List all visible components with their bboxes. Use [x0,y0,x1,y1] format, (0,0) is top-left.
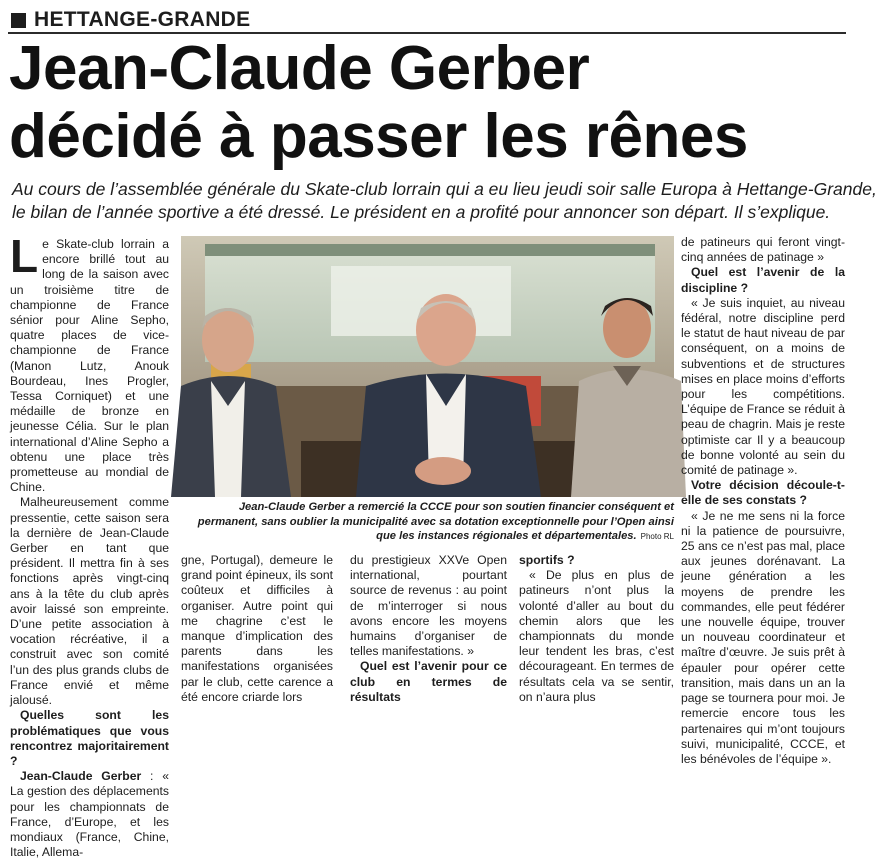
answer-1: : « La gestion des déplacements pour les championnats de France, d’Europe, et les mondiaux (France, Chine, Italie, Allema- [10,769,169,860]
article-column-4 [519,553,674,705]
article-column-3 [350,553,507,705]
photo-credit: Photo RL [640,532,674,541]
headline-line-2: décidé à passer les rênes [9,102,748,171]
question-2: Quel est l’avenir pour ce club en termes de résultats [350,659,507,704]
article-column-2 [181,553,333,705]
speaker-name: Jean-Claude Gerber [20,769,142,784]
article-column-5 [681,235,845,767]
answer-1-continued: gne, Portugal), demeure le grand point épineux, ils sont coûteux et difficiles à organiser. Autre point qui me chagrine c’est le manque d’implication des parents dans les manifestations organisées par le club, cette carence a été encore criarde lors [181,553,333,704]
rubric-title: HETTANGE-GRANDE [34,8,251,31]
photo-caption [186,500,674,545]
article-column-1 [10,230,169,860]
question-2-end: sportifs ? [519,553,575,567]
answer-4: « Je ne me sens ni la force ni la patience de poursuivre, 25 ans ce n’est pas mal, place aux jeunes dorénavant. La jeune génération a les moyens de prendre les commandes, elle peut fédérer une nouvelle équipe, trouver un nouveau coordinateur et maître d’œuvre. Je suis prêt à épauler pour opérer cette transition, mais dans un an la page se tournera pour moi. Je remercie encore tous les partenaires qui m’ont toujours suivi, municipalité, CCCE, et les bénévoles de l’équipe ». [681,508,845,766]
answer-2: « De plus en plus de patineurs n’ont plus la volonté d’aller au bout du chemin alors que les championnats du monde leur tendent les bras, c’est décourageant. En termes de résultats cela va se sentir, on n’aura plus [519,568,674,704]
answer-1-end: du prestigieux XXVe Open international, pourtant source de revenus : au point de m’interroger si nous avons encore les moyens humains d’organiser de telles manifestations. » [350,553,507,659]
question-1: Quelles sont les problématiques que vous rencontrez majoritairement ? [10,708,169,768]
rubric-square-icon [11,13,26,28]
paragraph-intro: e Skate-club lorrain a encore brillé tout au long de la saison avec un troisième titre de championne de France sénior pour Aline Sepho, quatre places de vice-championne de France (Manon Lutz, Anouk Bourdeau, Ines Progler, Tessa Corniquet) et une médaille de bronze en jeunesse Célia. Sur le plan international d’Aline Sepho a obtenu une place très prometteuse au mondial de Chine. [10,237,169,495]
caption-text: Jean-Claude Gerber a remercié la CCCE pour son soutien financier conséquent et permanent, sans oublier la municipalité avec sa dotation exceptionnelle pour l’Open ainsi que les instances régionales et départementales. [197,501,674,542]
standfirst-line-1: Au cours de l’assemblée générale du Skate-club lorrain qui a eu lieu jeudi soir salle Europa à Hettange-Grande, [12,179,877,199]
standfirst-line-2: le bilan de l’année sportive a été dressé. Le président en a profité pour annoncer son départ. Il s’explique. [12,202,831,222]
question-4: Votre décision découle-t-elle de ses constats ? [681,478,845,508]
answer-3: « Je suis inquiet, au niveau fédéral, notre discipline perd le statut de haut niveau de par conséquent, on a moins de subventions et de structures mises en place moins d’efforts pour les compétitions. L’équipe de France se réduit à peau de chagrin. Mais je reste optimiste car Il y a beaucoup de bonne volonté au sein du comité de patinage ». [681,295,845,478]
headline-line-1: Jean-Claude Gerber [9,34,590,103]
section-rubric [8,6,846,34]
drop-cap: L [10,230,39,282]
question-3: Quel est l’avenir de la discipline ? [681,265,845,295]
photo-illustration [181,236,674,497]
paragraph-2: Malheureusement comme pressentie, cette saison sera la dernière de Jean-Claude Gerber en tant que président. Il mettra fin à ses fonctions après vingt-cinq ans à la tête du club après avoir laissé son empreinte. D’une petite association à vocation récréative, il a construit avec son comité l’un des plus grands clubs de France envié et même jalousé. [10,495,169,708]
answer-2-end: de patineurs qui feront vingt-cinq années de patinage » [681,235,845,265]
article-photo [181,236,674,497]
